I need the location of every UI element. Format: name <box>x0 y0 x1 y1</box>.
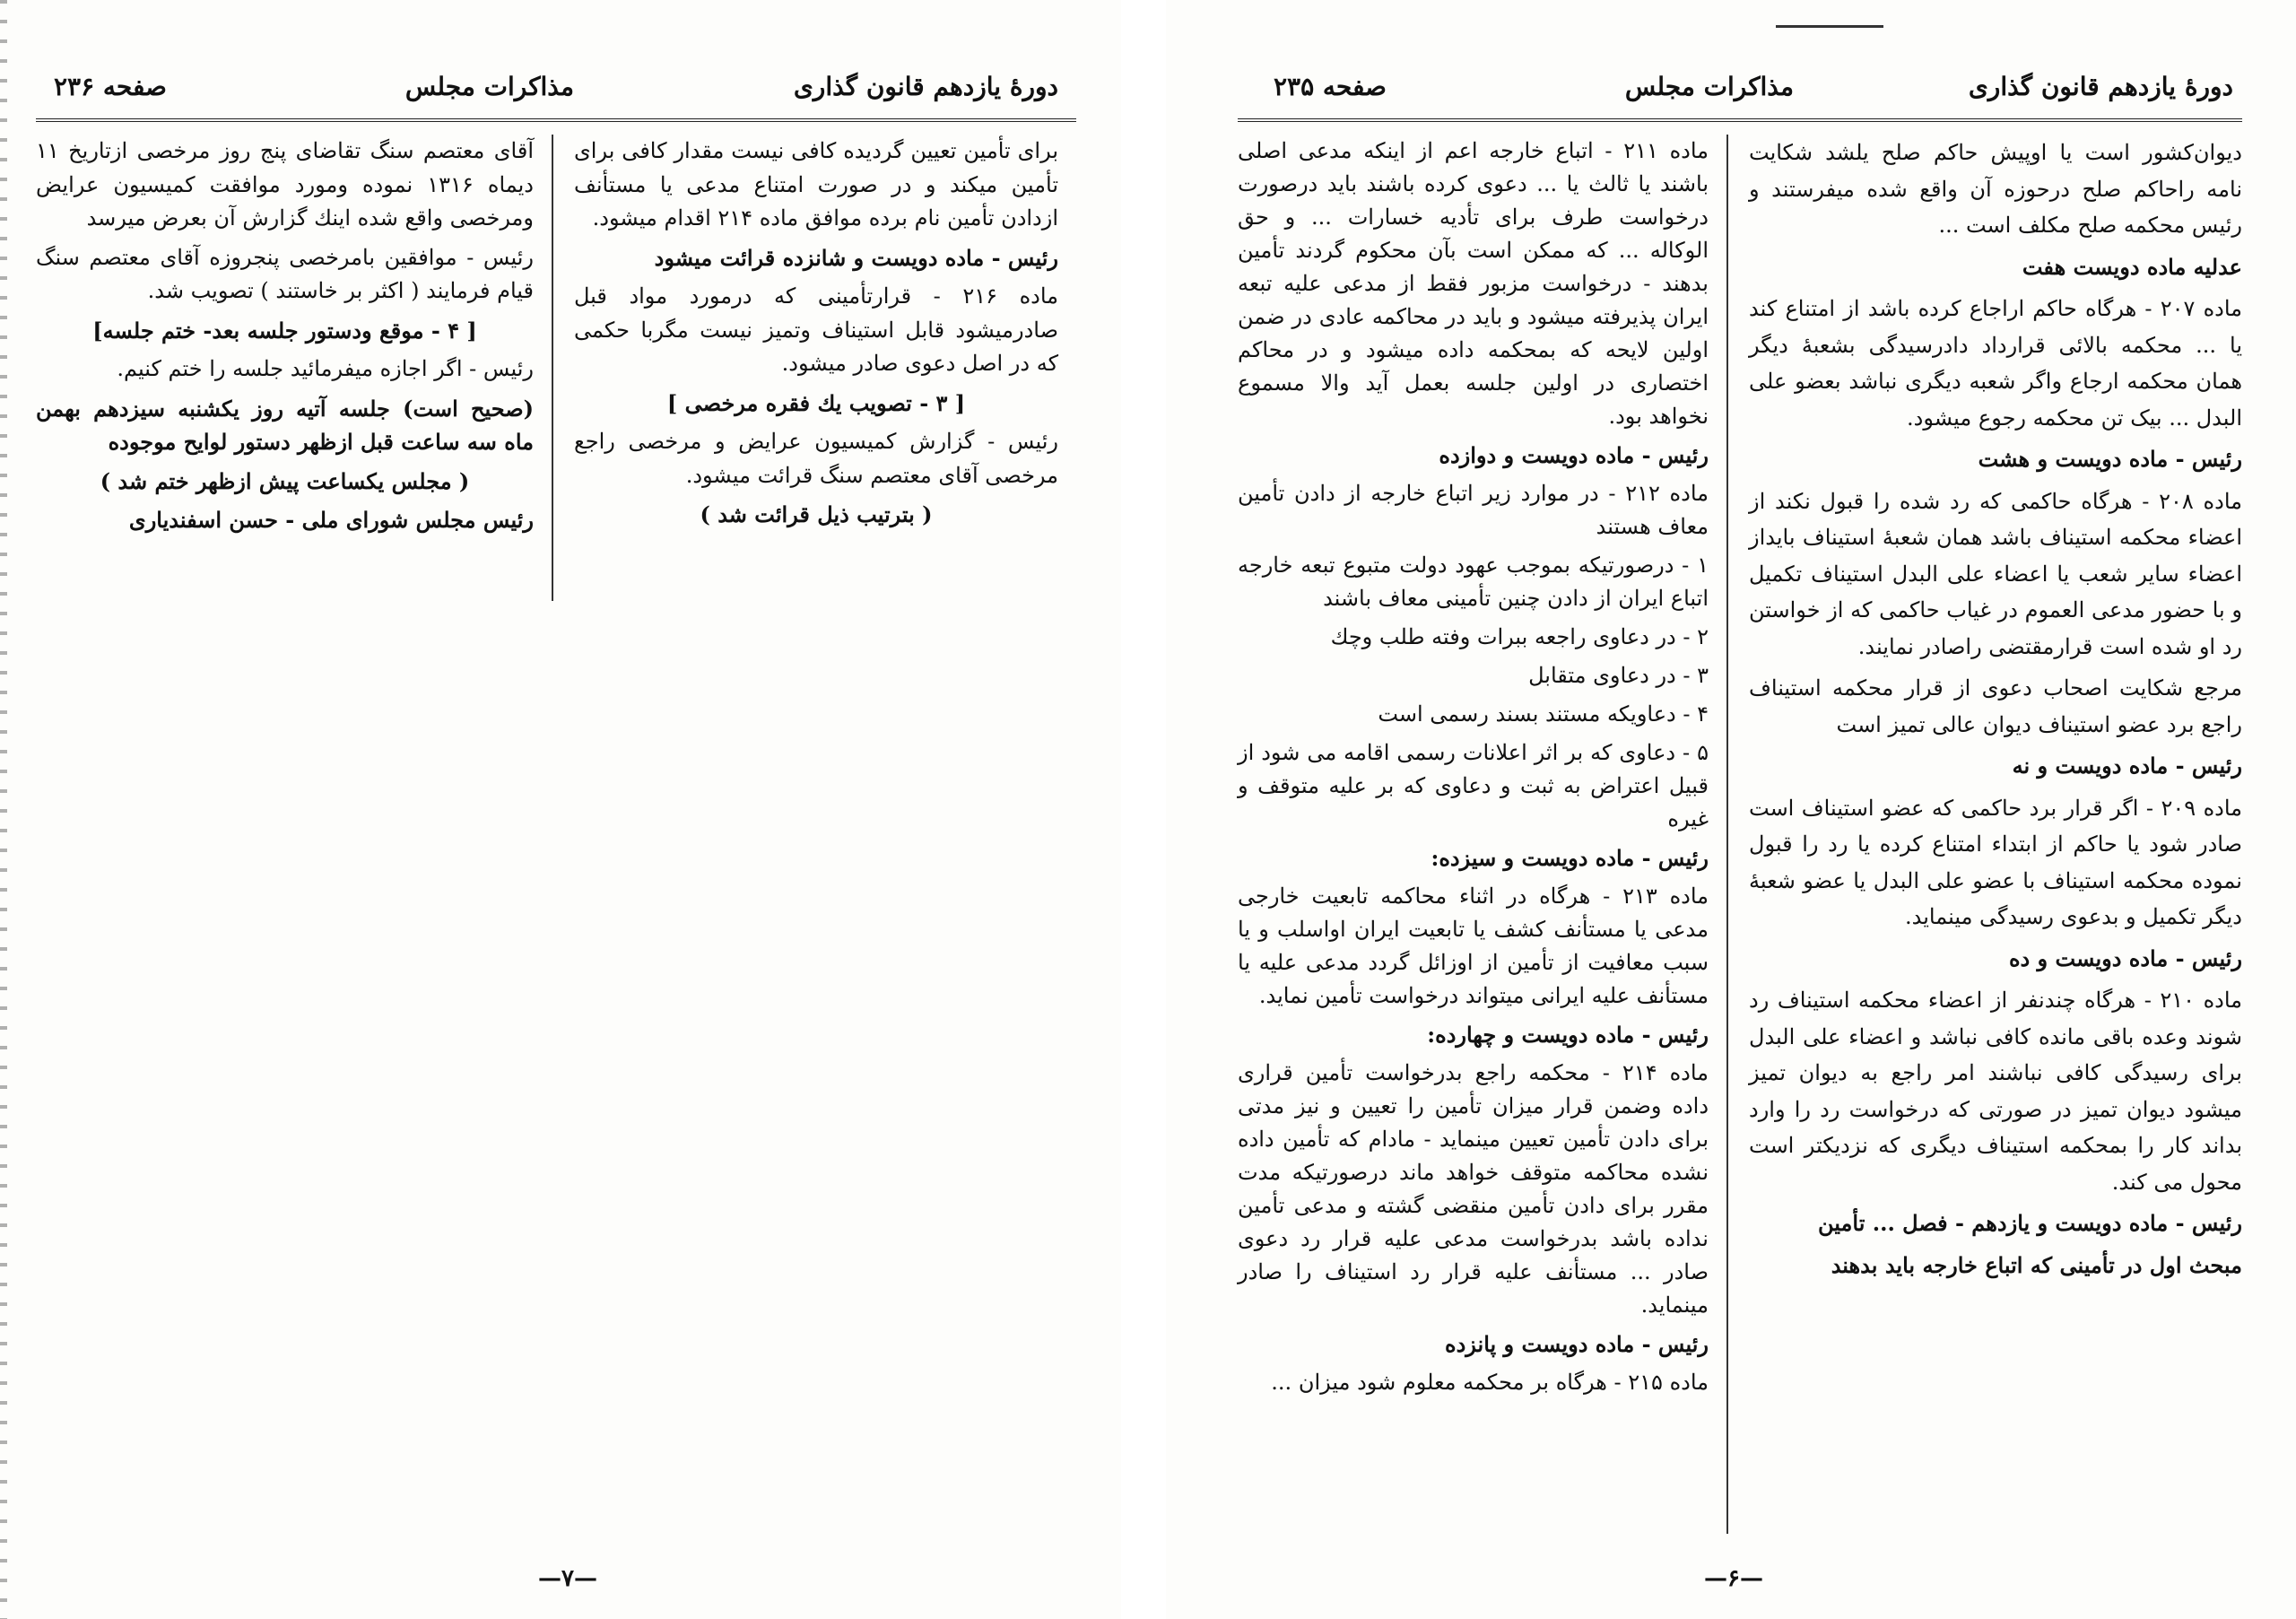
paragraph: ماده ۲۰۹ - اگر قرار برد حاکمی که عضو استیناف است صادر شود یا حاکم از ابتداء امتناع کرده یا رد را قبول نموده محکمه استیناف با عضو علی البدل یا عضو شعبهٔ دیگر تکمیل و بدعوی رسیدگی مینماید. <box>1749 795 2242 929</box>
paragraph: ماده ۲۱۶ - قرارتأمینی که درمورد مواد قبل صادرمیشود قابل استیناف وتمیز نیست مگربا حکمی که در اصل دعوی صادر میشود. <box>574 283 1058 376</box>
left-page-right-column <box>574 135 1058 537</box>
right-page <box>1166 0 2296 1619</box>
paragraph: (صحیح است) جلسه آتیه روز یکشنبه سیزدهم بهمن ماه سه ساعت قبل ازظهر دستور لوایح موجوده <box>36 395 534 455</box>
signature-line: رئیس مجلس شورای ملی - حسن اسفندیاری <box>128 507 534 533</box>
header-journal: مذاکرات مجلس <box>1624 72 1794 101</box>
paragraph: ماده ۲۰۸ - هرگاه حاکمی که رد شده را قبول نکند از اعضاء محکمه استیناف باشد همان شعبهٔ استیناف بایداز اعضاء سایر شعب یا اعضاء علی البدل استیناف تکمیل و با حضور مدعی العموم در غیاب حاکمی که از خواستن رد او شده است قرارمقتضی راصادر نمایند. <box>1749 488 2242 659</box>
paragraph: رئیس - ماده دویست و دوازده <box>1439 442 1709 468</box>
folio: —۶— <box>1704 1565 1763 1592</box>
right-page-left-column <box>1238 135 1709 1405</box>
paragraph: رئیس - ماده دویست و پانزده <box>1445 1331 1709 1357</box>
paragraph: رئیس - اگر اجازه میفرمائید جلسه را ختم کنیم. <box>117 356 534 381</box>
header-session: دورهٔ یازدهم قانون گذاری <box>1968 72 2233 101</box>
paragraph: ماده ۲۱۲ - در موارد زیر اتباع خارجه از دادن تأمین معاف هستند <box>1238 481 1709 539</box>
page-gutter <box>1121 0 1166 1619</box>
paragraph: ( بترتیب ذیل قرائت شد ) <box>700 501 933 527</box>
list-item: ۱ - درصورتیکه بموجب عهود دولت متبوع تبعه خارجه اتباع ایران از دادن چنین تأمینی معاف باشند <box>1238 553 1709 611</box>
paragraph: رئیس - ماده دویست و چهارده: <box>1427 1022 1709 1048</box>
top-rule <box>1776 25 1883 28</box>
paragraph: ( مجلس یکساعت پیش ازظهر ختم شد ) <box>100 467 470 494</box>
paragraph: رئیس - موافقین بامرخصی پنجروزه آقای معتصم سنگ قیام فرمایند ( اکثر بر خاستند ) تصویب شد. <box>36 244 534 303</box>
left-page <box>0 0 1121 1619</box>
paragraph: رئیس - ماده دویست و سیزده: <box>1431 845 1709 871</box>
paragraph: برای تأمین تعیین گردیده کافی نیست مقدار کافی برای تأمین میکند و در صورت امتناع مدعی یا مستأنف ازدادن تأمین نام برده موافق ماده ۲۱۴ اقدام میشود. <box>574 138 1058 231</box>
paragraph: مرجع شکایت اصحاب دعوی از قرار محکمه استیناف راجع برد عضو استیناف دیوان عالی تمیز است <box>1749 675 2242 737</box>
header-page-number: صفحه ۲۳۵ <box>1274 72 1387 101</box>
list-item: ۴ - دعاویکه مستند بسند رسمی است <box>1378 701 1709 727</box>
header-page-number: صفحه ۲۳۶ <box>54 72 167 101</box>
paragraph: ماده ۲۱۱ - اتباع خارجه اعم از اینکه مدعی اصلی باشند یا ثالث یا ... دعوی کرده باشند باید درصورت درخواست طرف برای تأدیه خسارات ... و حق الوکاله ... که ممکن است بآن محکوم گردند تأمین بدهند - درخواست مزبور فقط از مدعی علیه تبعه ایران پذیرفته میشود و باید در محاکمه عادی در ضمن اولین لایحه که بمحکمه داده میشود و در محاکم اختصاری در اولین جلسه بعمل آید والا مسموع نخواهد بود. <box>1238 138 1709 429</box>
paragraph: رئیس - ماده دویست و یازدهم - فصل ... تأمین <box>1818 1210 2242 1236</box>
paragraph: رئیس - ماده دویست و شانزده قرائت میشود <box>654 244 1058 271</box>
paragraph: آقای معتصم سنگ تقاضای پنج روز مرخصی ازتاریخ ۱۱ دیماه ۱۳۱۶ نموده ومورد موافقت کمیسیون عرایض ومرخصی واقع شده اینك گزارش آن بعرض میرسد <box>36 138 534 231</box>
right-page-header <box>1238 56 2242 122</box>
paragraph: رئیس - ماده دویست و ده <box>2008 944 2242 971</box>
list-item: ۵ - دعاوی که بر اثر اعلانات رسمی اقامه می شود از قبیل اعتراض به ثبت و دعاوی که بر علیه متوقف و غیره <box>1238 740 1709 831</box>
paragraph: ماده ۲۱۳ - هرگاه در اثناء محاکمه تابعیت خارجی مدعی یا مستأنف کشف یا تابعیت ایران اواسلب و یا سبب معافیت از تأمین از اوزائل گردد مدعی علیه یا مستأنف علیه ایرانی میتواند درخواست تأمین نماید. <box>1238 883 1709 1008</box>
paragraph: دیوان‌کشور است یا اوپیش حاکم صلح یلشد شکایت نامه راحاکم صلح درحوزه آن واقع شده میفرستند و رئیس محکمه صلح مکلف است ... <box>1749 140 2242 238</box>
right-page-right-column <box>1749 135 2242 1289</box>
list-item: ۲ - در دعاوی راجعه ببرات وفته طلب وچك <box>1330 624 1709 649</box>
section-heading: [ ۳ - تصویب یك فقره مرخصی ] <box>666 389 966 416</box>
column-divider <box>552 135 553 601</box>
paragraph: مبحث اول در تأمینی که اتباع خارجه باید بدهند <box>1831 1251 2242 1278</box>
section-heading: [ ۴ - موقع ودستور جلسه بعد- ختم جلسه] <box>92 317 477 344</box>
left-page-header <box>36 56 1076 122</box>
folio: —۷— <box>538 1565 597 1592</box>
paragraph: ماده ۲۰۷ - هرگاه حاکم اراجاع کرده باشد از امتناع کند یا ... محکمه بالائی قرارداد دادرسیدگی بشعبهٔ دیگر همان محکمه ارجاع واگر شعبه دیگری نباشد بعضو علی البدل ... بیک تن محکمه رجوع میشود. <box>1749 296 2243 431</box>
left-page-left-column <box>36 135 534 543</box>
list-item: ۳ - در دعاوی متقابل <box>1528 663 1709 688</box>
paragraph: ماده ۲۱۰ - هرگاه چندنفر از اعضاء محکمه استیناف رد شوند وعده باقی مانده کافی نباشد و اعضاء علی البدل برای رسیدگی کافی نباشند امر راجع به دیوان تمیز میشود دیوان تمیز در صورتی که درخواست رد را وارد بداند کار را بمحکمه استیناف دیگری که نزدیکتر است محول می کند. <box>1749 988 2243 1195</box>
paragraph: رئیس - ماده دویست و هشت <box>1978 446 2242 472</box>
paragraph: رئیس - ماده دویست و نه <box>2012 753 2242 779</box>
scan-edge-noise <box>0 0 7 1619</box>
paragraph: ماده ۲۱۵ - هرگاه بر محکمه معلوم شود میزان ... <box>1271 1370 1709 1395</box>
paragraph: ماده ۲۱۴ - محکمه راجع بدرخواست تأمین قراری داده وضمن قرار میزان تأمین را تعیین و نیز مدتی برای دادن تأمین تعیین مینماید - مادام که تأمین داده نشده محاکمه متوقف خواهد ماند درصورتیکه مدت مقرر برای دادن تأمین منقضی گشته و مدعی تأمین نداده باشد بدرخواست مدعی علیه قرار رد دعوی صادر ... مستأنف علیه قرار رد استیناف را صادر مینماید. <box>1238 1060 1709 1318</box>
header-journal: مذاکرات مجلس <box>404 72 574 101</box>
header-session: دورهٔ یازدهم قانون گذاری <box>793 72 1058 101</box>
paragraph: عدلیه ماده دویست هفت <box>2022 253 2242 280</box>
column-divider <box>1726 135 1728 1534</box>
paragraph: رئیس - گزارش کمیسیون عرایض و مرخصی راجع مرخصی آقای معتصم سنگ قرائت میشود. <box>574 429 1058 488</box>
